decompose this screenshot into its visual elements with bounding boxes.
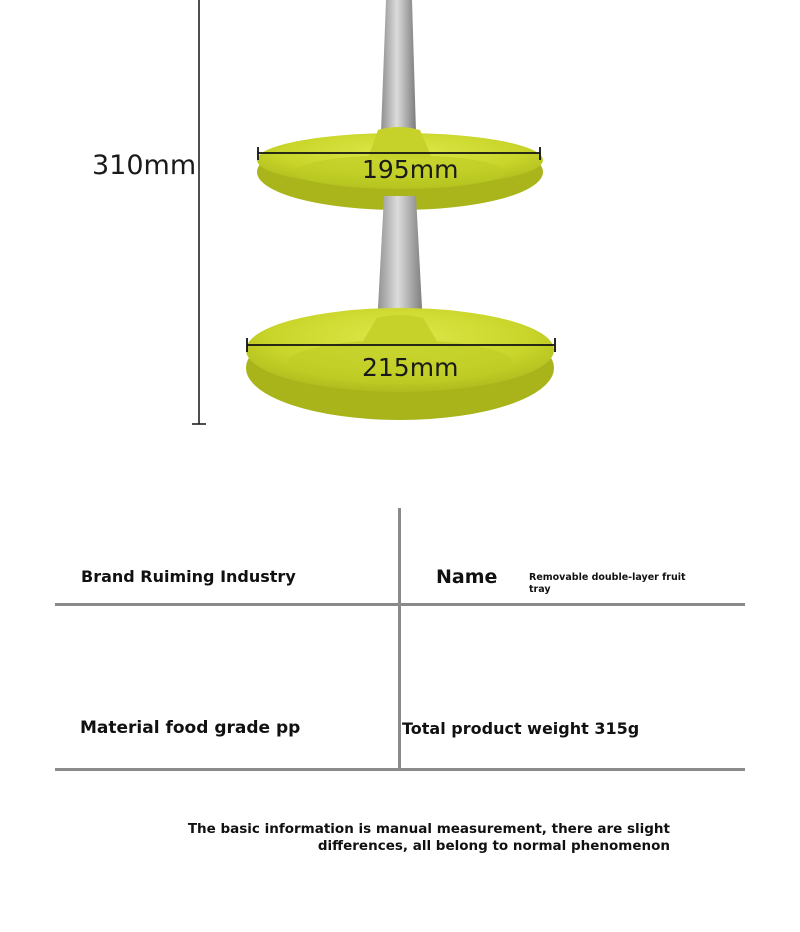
measurement-disclaimer: The basic information is manual measurement, there are slight differences, all belong to normal phenomenon <box>187 821 670 854</box>
top-diameter-label: 195mm <box>362 155 459 184</box>
table-divider-top <box>55 603 745 606</box>
material-spec: Material food grade pp <box>80 718 301 738</box>
table-divider-bottom <box>55 768 745 771</box>
name-spec-value: Removable double-layer fruit tray <box>529 572 686 595</box>
bottom-diameter-label: 215mm <box>362 353 459 382</box>
product-image <box>0 0 800 440</box>
brand-spec: Brand Ruiming Industry <box>81 567 296 586</box>
middle-pole <box>377 196 423 326</box>
name-spec-label: Name <box>436 566 498 588</box>
top-pole <box>381 0 416 132</box>
table-vertical-divider <box>398 508 401 770</box>
height-label: 310mm <box>92 150 197 181</box>
weight-spec: Total product weight 315g <box>402 719 640 738</box>
